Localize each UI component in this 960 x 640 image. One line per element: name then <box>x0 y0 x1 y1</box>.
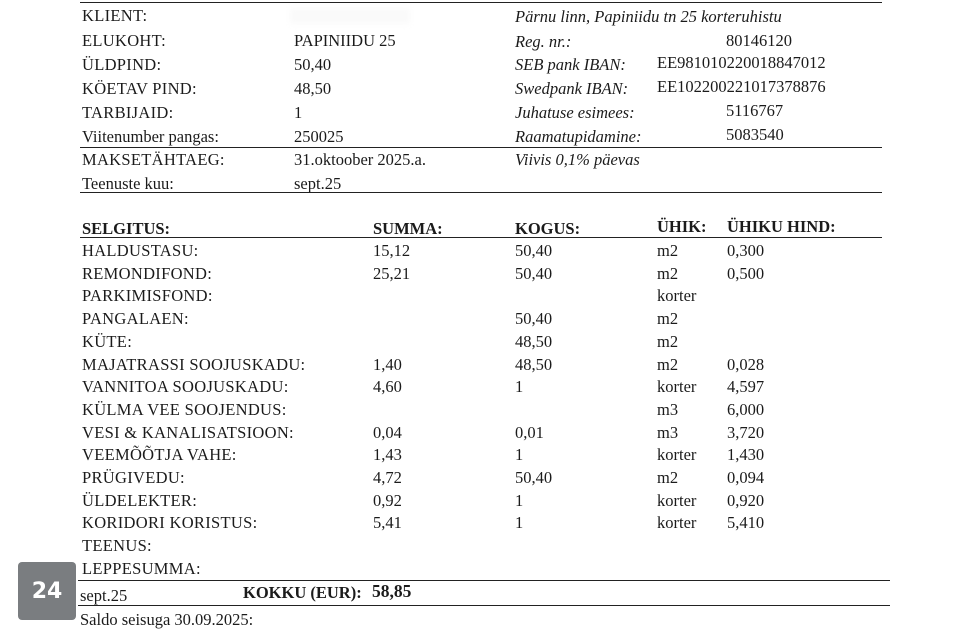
row-description: TEENUS: <box>82 536 152 556</box>
swed-iban-value: EE102200221017378876 <box>657 77 826 96</box>
row-unit: m2 <box>657 263 679 283</box>
address-value: PAPINIIDU 25 <box>294 31 396 50</box>
row-unit-price: 0,300 <box>727 241 765 260</box>
row-quantity: 48,50 <box>515 354 553 374</box>
reference-value: 250025 <box>294 127 344 146</box>
row-amount: 4,72 <box>373 468 402 487</box>
total-month: sept.25 <box>80 586 128 605</box>
col-header-description: SELGITUS: <box>82 219 171 238</box>
header-divider <box>80 147 882 148</box>
service-month-value: sept.25 <box>294 174 342 193</box>
row-amount: 15,12 <box>373 241 411 260</box>
penalty-note: Viivis 0,1% päevas <box>515 150 640 169</box>
seb-iban-value: EE981010220018847012 <box>657 53 826 72</box>
row-unit-price: 0,920 <box>727 490 765 510</box>
association-name: Pärnu linn, Papiniidu tn 25 korteruhistu <box>515 7 782 26</box>
row-unit-price: 6,000 <box>727 399 765 419</box>
row-amount: 4,60 <box>373 377 402 397</box>
address-label: ELUKOHT: <box>82 31 167 50</box>
reference-label: Viitenumber pangas: <box>82 127 219 146</box>
accounting-label: Raamatupidamine: <box>515 127 642 146</box>
row-description: KÜLMA VEE SOOJENDUS: <box>82 399 287 419</box>
row-description: MAJATRASSI SOOJUSKADU: <box>82 354 306 374</box>
row-unit-price: 5,410 <box>727 513 765 533</box>
row-description: VEEMÕÕTJA VAHE: <box>82 445 237 465</box>
reg-nr-label: Reg. nr.: <box>515 32 572 51</box>
row-description: ÜLDELEKTER: <box>82 490 198 510</box>
client-label: KLIENT: <box>82 6 148 25</box>
row-amount: 5,41 <box>373 513 402 533</box>
row-quantity: 1 <box>515 445 524 465</box>
row-unit-price: 4,597 <box>727 377 765 397</box>
heated-area-value: 48,50 <box>294 79 332 98</box>
due-date-value: 31.oktoober 2025.a. <box>294 150 426 169</box>
total-area-value: 50,40 <box>294 55 332 74</box>
row-unit-price: 0,028 <box>727 354 765 374</box>
row-amount: 1,43 <box>373 445 402 465</box>
row-unit: korter <box>657 445 697 465</box>
row-amount: 0,92 <box>373 490 402 510</box>
row-description: KORIDORI KORISTUS: <box>82 513 258 533</box>
row-unit: m2 <box>657 331 679 351</box>
row-quantity: 50,40 <box>515 241 553 260</box>
total-area-label: ÜLDPIND: <box>82 55 162 74</box>
total-bottom-rule <box>78 605 890 606</box>
row-unit: m3 <box>657 422 679 442</box>
row-description: PARKIMISFOND: <box>82 286 213 306</box>
row-unit-price: 0,094 <box>727 468 765 487</box>
row-unit: m2 <box>657 241 679 260</box>
saldo-label: Saldo seisuga 30.09.2025: <box>80 610 254 629</box>
due-date-label: MAKSETÄHTAEG: <box>82 150 225 169</box>
row-unit-price: 3,720 <box>727 422 765 442</box>
chairman-label: Juhatuse esimees: <box>515 103 635 122</box>
row-unit: m2 <box>657 309 679 329</box>
seb-iban-label: SEB pank IBAN: <box>515 55 626 74</box>
row-unit: korter <box>657 490 697 510</box>
row-quantity: 1 <box>515 513 524 533</box>
row-description: PRÜGIVEDU: <box>82 468 185 487</box>
row-amount: 1,40 <box>373 354 402 374</box>
row-amount: 25,21 <box>373 263 411 283</box>
row-unit: korter <box>657 513 697 533</box>
row-quantity: 0,01 <box>515 422 544 442</box>
page-number-badge: 24 <box>18 562 76 620</box>
row-unit-price: 1,430 <box>727 445 765 465</box>
table-header-rule <box>80 237 882 238</box>
row-quantity: 50,40 <box>515 468 553 487</box>
accounting-value: 5083540 <box>726 125 784 144</box>
col-header-amount: SUMMA: <box>373 219 443 238</box>
row-quantity: 1 <box>515 490 524 510</box>
row-quantity: 50,40 <box>515 263 553 283</box>
row-description: REMONDIFOND: <box>82 263 213 283</box>
service-month-label: Teenuste kuu: <box>82 174 174 193</box>
redacted-client-name <box>290 8 410 24</box>
row-unit: m3 <box>657 399 679 419</box>
row-amount: 0,04 <box>373 422 402 442</box>
row-quantity: 1 <box>515 377 524 397</box>
row-unit: korter <box>657 286 697 306</box>
total-top-rule <box>78 580 890 581</box>
total-label: KOKKU (EUR): <box>243 583 362 602</box>
row-description: VANNITOA SOOJUSKADU: <box>82 377 289 397</box>
col-header-unit: ÜHIK: <box>657 217 707 236</box>
row-unit: m2 <box>657 468 679 487</box>
col-header-quantity: KOGUS: <box>515 219 581 238</box>
row-quantity: 50,40 <box>515 309 553 329</box>
total-value: 58,85 <box>372 581 412 601</box>
row-description: HALDUSTASU: <box>82 241 199 260</box>
row-unit-price: 0,500 <box>727 263 765 283</box>
header-bottom-rule <box>80 192 882 193</box>
swed-iban-label: Swedpank IBAN: <box>515 79 629 98</box>
row-description: VESI & KANALISATSIOON: <box>82 422 294 442</box>
reg-nr-value: 80146120 <box>726 31 792 50</box>
consumers-label: TARBIJAID: <box>82 103 174 122</box>
heated-area-label: KÖETAV PIND: <box>82 79 197 98</box>
row-unit: korter <box>657 377 697 397</box>
chairman-value: 5116767 <box>726 101 784 120</box>
row-description: PANGALAEN: <box>82 309 189 329</box>
consumers-value: 1 <box>294 103 303 122</box>
col-header-unit-price: ÜHIKU HIND: <box>727 217 836 236</box>
row-description: LEPPESUMMA: <box>82 558 201 578</box>
row-description: KÜTE: <box>82 331 133 351</box>
row-unit: m2 <box>657 354 679 374</box>
top-rule <box>80 2 882 3</box>
row-quantity: 48,50 <box>515 331 553 351</box>
